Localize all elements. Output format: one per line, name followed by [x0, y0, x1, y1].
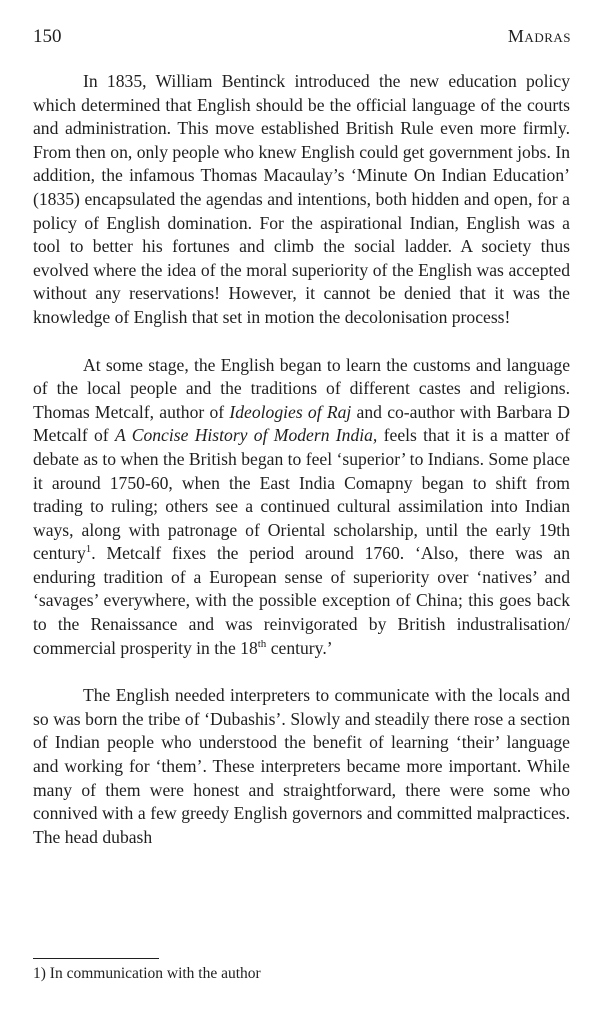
footnote-rule — [33, 958, 159, 959]
paragraph-2-text-4: . Metcalf fixes the period around 1760. ‘Also, there was an enduring tradition of a European sense of superiority over ‘natives’ and ‘savages’ everywhere, with the possible exception of China; this goes back to the Renaissance and was reinvigorated by British industralisation/ commercial prosperity in the 18 — [33, 543, 570, 658]
paragraph-2-text-2: and co-author with Barbara D Metcalf of — [33, 401, 571, 446]
paragraph-2 — [33, 354, 570, 661]
ordinal-superscript: th — [257, 637, 267, 650]
page-number: 150 — [33, 26, 62, 47]
paragraph-2-text-1: At some stage, the English began to learn the customs and language of the local people and the traditions of different castes and religions. Thomas Metcalf, author of — [33, 354, 570, 422]
body-text — [33, 70, 570, 849]
paragraph-3: The English needed interpreters to communicate with the locals and so was born the tribe of ‘Dubashis’. Slowly and steadily there rose a section of Indian people who understood the benefit of learning ‘their’ language and working for ‘them’. These interpreters became more important. While many of them were honest and straightforward, there were some who connived with a few greedy English governors and committed malpractices. The head dubash — [33, 685, 570, 847]
paragraph-2-text-3: feels that it is a matter of debate as to when the British began to feel ‘superior’ to Indians. Some place it around 1750-60, when the East India Comapny began to shift from trading to ruling; others see a continued cultural assimilation into Indian ways, along with patronage of Oriental scholarship, until the early 19th century — [33, 425, 570, 564]
book-title-ideologies-of-raj: Ideologies of Raj — [229, 401, 352, 422]
running-head: Madras — [507, 26, 571, 46]
paragraph-2-text-5: century.’ — [266, 637, 333, 658]
footnote: 1) In communication with the author — [33, 965, 261, 982]
book-title-concise-history: A Concise History of Modern India, — [114, 425, 378, 446]
page-header — [33, 26, 571, 48]
footnote-marker: 1 — [85, 543, 92, 556]
paragraph-1: In 1835, William Bentinck introduced the new education policy which determined that English should be the official language of the courts and administration. This move established British Rule even more firmly. From then on, only people who knew English could get government jobs. In addition, the infamous Thomas Macaulay’s ‘Minute On Indian Education’ (1835) encapsulated the agendas and intentions, both hidden and open, for a policy of English domination. For the aspirational Indian, English was a tool to better his fortunes and climb the social ladder. A society thus evolved where the idea of the moral superiority of the English was accepted without any reservations! However, it cannot be denied that it was the knowledge of English that set in motion the decolonisation process! — [33, 71, 570, 327]
